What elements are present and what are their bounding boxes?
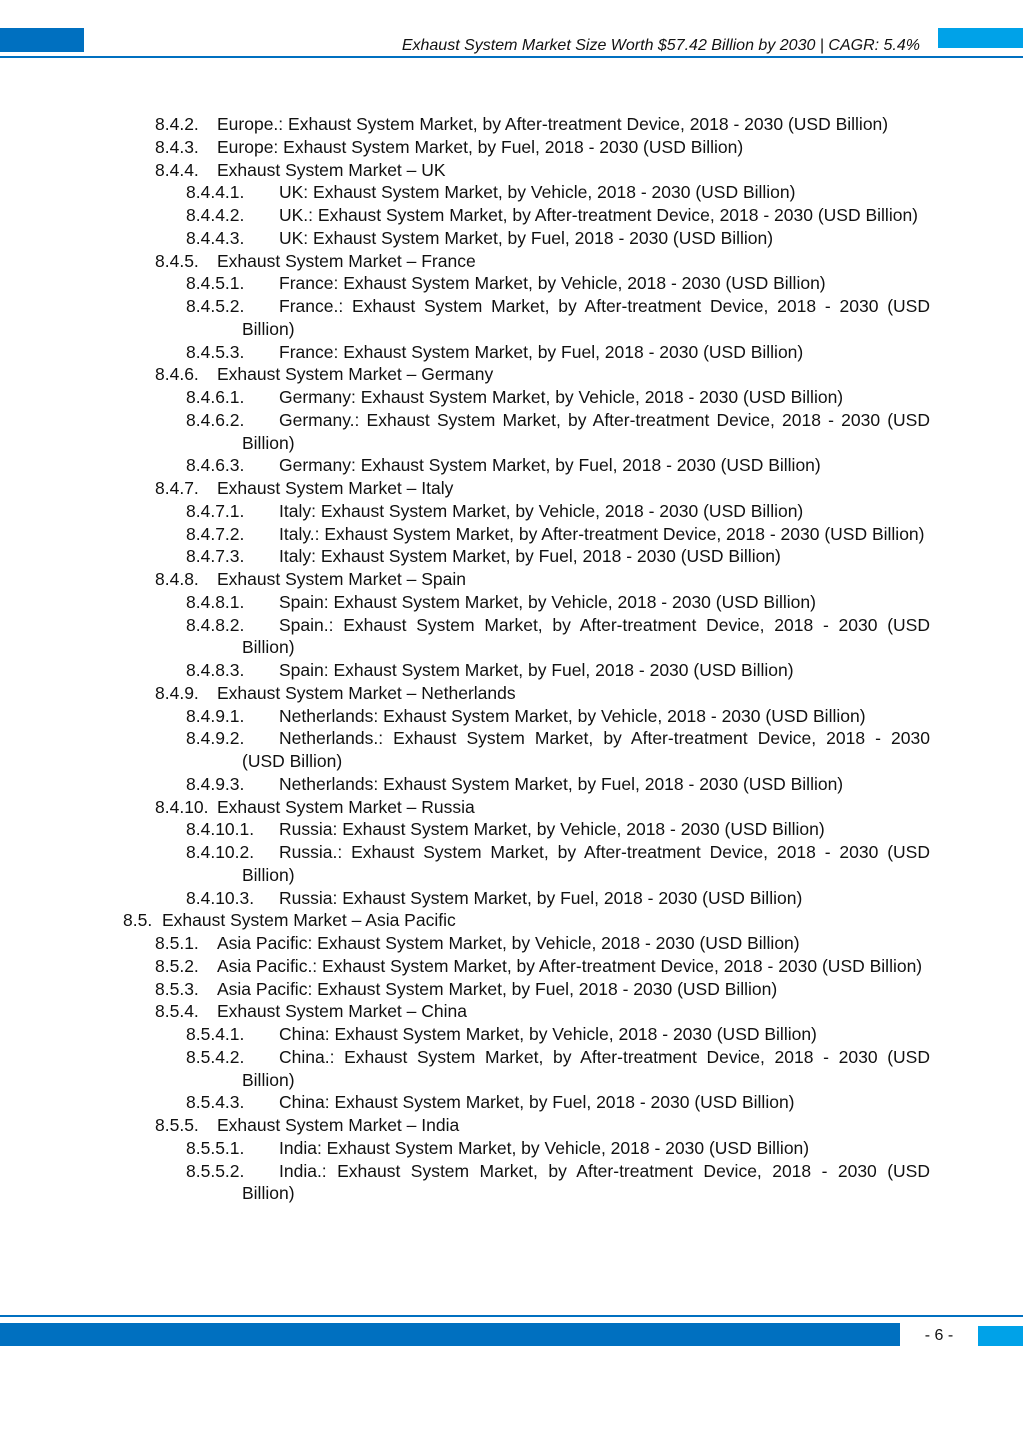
header-rule [0,56,1023,58]
toc-entry-text: France: Exhaust System Market, by Vehicle, 2018 - 2030 (USD Billion) [279,273,826,294]
toc-entry-number: 8.4.7. [155,478,199,498]
toc-entry-number: 8.5.5.2. [186,1160,245,1181]
toc-entry-number: 8.4.4.3. [186,227,245,248]
toc-entry-text: Italy: Exhaust System Market, by Fuel, 2018 - 2030 (USD Billion) [279,546,781,567]
toc-entry-number: 8.4.9.2. [186,728,245,749]
toc-entry-number: 8.4.9.3. [186,773,245,794]
toc-entry-number: 8.4.10. [155,796,209,817]
toc-entry-text: Germany: Exhaust System Market, by Vehicle, 2018 - 2030 (USD Billion) [279,387,844,407]
toc-entry-text: Russia: Exhaust System Market, by Fuel, 2018 - 2030 (USD Billion) [279,887,803,908]
toc-entry-text: Exhaust System Market – Netherlands [217,682,516,703]
toc-entry-text: UK: Exhaust System Market, by Fuel, 2018 - 2030 (USD Billion) [279,227,774,248]
toc-entry-number: 8.4.2. [155,114,199,134]
toc-entry-number: 8.5.4.2. [186,1046,245,1067]
page-number: - 6 - [924,1327,954,1344]
toc-entry-text: France: Exhaust System Market, by Fuel, 2018 - 2030 (USD Billion) [279,341,804,362]
toc-entry-number: 8.4.4. [155,159,199,180]
toc-entry-text: Spain: Exhaust System Market, by Fuel, 2018 - 2030 (USD Billion) [279,660,794,680]
toc-entry-number: 8.4.3. [155,136,199,157]
toc-entry-text: UK: Exhaust System Market, by Vehicle, 2018 - 2030 (USD Billion) [279,182,796,203]
toc-entry-number: 8.4.5.2. [186,296,245,316]
toc-entry-number: 8.4.8. [155,569,199,589]
toc-entry-number: 8.4.9.1. [186,705,245,726]
toc-entry-text: Russia: Exhaust System Market, by Vehicle, 2018 - 2030 (USD Billion) [279,819,825,840]
toc-entry-number: 8.5.1. [155,933,199,953]
toc-entry-number: 8.4.7.1. [186,500,245,521]
toc-entry-text: Italy.: Exhaust System Market, by After-treatment Device, 2018 - 2030 (USD Billion) [279,523,925,544]
toc-entry-number: 8.4.4.1. [186,182,245,203]
toc-entry-number: 8.4.5.1. [186,273,245,294]
toc-entry-text: Netherlands: Exhaust System Market, by Fuel, 2018 - 2030 (USD Billion) [279,773,844,794]
toc-entry-number: 8.5.2. [155,955,199,976]
toc-entry-number: 8.5.4.3. [186,1092,245,1113]
toc-entry-number: 8.4.6.1. [186,387,245,407]
toc-entry-text: Exhaust System Market – Russia [217,796,475,817]
footer-accent-bar [0,1323,900,1346]
toc-entry-text: UK.: Exhaust System Market, by After-treatment Device, 2018 - 2030 (USD Billion) [279,205,918,225]
toc-entry-text: Europe: Exhaust System Market, by Fuel, 2018 - 2030 (USD Billion) [217,136,744,157]
toc-entry-number: 8.4.8.1. [186,591,245,612]
toc-entry-text: China: Exhaust System Market, by Vehicle, 2018 - 2030 (USD Billion) [279,1024,817,1044]
table-of-contents [0,113,1023,1205]
toc-entry-number: 8.5.4.1. [186,1024,245,1044]
toc-entry-text: Exhaust System Market – India [217,1115,460,1135]
toc-entry-text: Exhaust System Market – Spain [217,569,466,589]
toc-entry-text: Exhaust System Market – China [217,1001,467,1022]
toc-entry-number: 8.4.4.2. [186,205,245,225]
toc-entry-number: 8.4.8.3. [186,660,245,680]
toc-entry-number: 8.5. [123,910,153,931]
toc-entry-number: 8.4.10.1. [186,819,255,840]
toc-entry-number: 8.5.5.1. [186,1137,245,1158]
toc-entry-text: Asia Pacific: Exhaust System Market, by Fuel, 2018 - 2030 (USD Billion) [217,978,778,999]
toc-entry-text: China.: Exhaust System Market, by After-treatment Device, 2018 - 2030 (USD Billion) [242,1046,930,1090]
toc-entry-text: Exhaust System Market – Germany [217,364,494,385]
toc-entry-text: Exhaust System Market – Asia Pacific [162,910,456,931]
toc-entry-text: Russia.: Exhaust System Market, by After-treatment Device, 2018 - 2030 (USD Billion) [242,842,930,885]
toc-entry-text: Asia Pacific: Exhaust System Market, by Vehicle, 2018 - 2030 (USD Billion) [217,933,800,953]
toc-entry-number: 8.4.5.3. [186,341,245,362]
toc-entry-number: 8.4.10.2. [186,842,255,862]
toc-entry-number: 8.5.3. [155,978,199,999]
header-accent-block-left [0,28,84,52]
toc-entry-text: India: Exhaust System Market, by Vehicle, 2018 - 2030 (USD Billion) [279,1137,810,1158]
toc-entry-number: 8.4.7.2. [186,523,245,544]
toc-entry-number: 8.4.6.3. [186,455,245,476]
toc-entry-text: Exhaust System Market – Italy [217,478,454,498]
toc-entry-text: Germany: Exhaust System Market, by Fuel, 2018 - 2030 (USD Billion) [279,455,821,476]
toc-entry-text: India.: Exhaust System Market, by After-treatment Device, 2018 - 2030 (USD Billion) [242,1160,930,1204]
toc-entry-text: Europe.: Exhaust System Market, by After-treatment Device, 2018 - 2030 (USD Billion) [217,114,889,134]
toc-entry-number: 8.5.4. [155,1001,199,1022]
toc-entry-number: 8.5.5. [155,1115,199,1135]
toc-entry-number: 8.4.7.3. [186,546,245,567]
toc-entry-number: 8.4.6.2. [186,409,245,430]
header-accent-block-right [938,28,1023,48]
toc-entry-number: 8.4.5. [155,250,199,271]
toc-entry-text: Asia Pacific.: Exhaust System Market, by After-treatment Device, 2018 - 2030 (USD Billion) [217,955,923,976]
toc-entry-number: 8.4.8.2. [186,614,245,635]
toc-entry-text: Netherlands.: Exhaust System Market, by After-treatment Device, 2018 - 2030 (USD Billion) [242,728,930,771]
toc-entry-number: 8.4.10.3. [186,887,255,908]
toc-entry-number: 8.4.6. [155,364,199,385]
footer-rule [0,1315,1023,1317]
footer-accent-block-right [978,1326,1023,1346]
toc-entry-text: Exhaust System Market – France [217,250,476,271]
toc-entry-text: Spain: Exhaust System Market, by Vehicle, 2018 - 2030 (USD Billion) [279,591,816,612]
toc-entry-number: 8.4.9. [155,682,199,703]
toc-entry-text: Germany.: Exhaust System Market, by After-treatment Device, 2018 - 2030 (USD Billion) [242,409,930,453]
toc-entry-text: Netherlands: Exhaust System Market, by Vehicle, 2018 - 2030 (USD Billion) [279,705,866,726]
toc-entry-text: France.: Exhaust System Market, by After-treatment Device, 2018 - 2030 (USD Billion) [242,296,930,339]
toc-entry-text: Exhaust System Market – UK [217,159,446,180]
toc-entry-text: Spain.: Exhaust System Market, by After-treatment Device, 2018 - 2030 (USD Billion) [242,614,930,658]
page-header-title: Exhaust System Market Size Worth $57.42 Billion by 2030 | CAGR: 5.4% [401,37,920,54]
toc-entry-text: Italy: Exhaust System Market, by Vehicle, 2018 - 2030 (USD Billion) [279,500,804,521]
toc-entry-text: China: Exhaust System Market, by Fuel, 2018 - 2030 (USD Billion) [279,1092,795,1113]
